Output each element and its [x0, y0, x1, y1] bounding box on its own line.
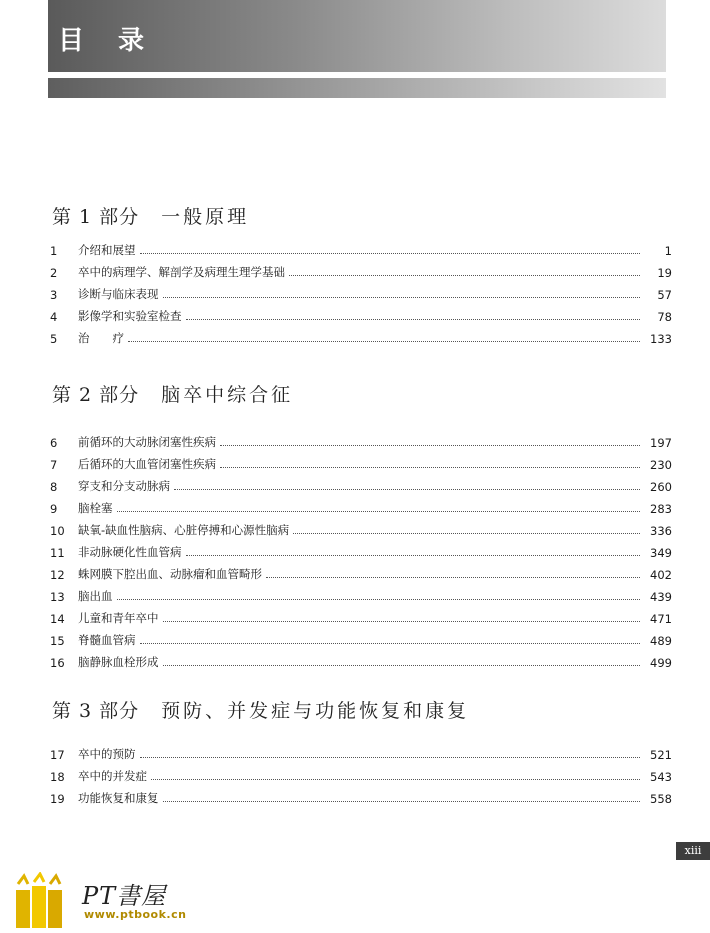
- part-label: 第 1 部分: [52, 206, 140, 228]
- entry-label: 卒中的病理学、解剖学及病理生理学基础: [78, 265, 285, 279]
- site-logo: [12, 872, 212, 929]
- dot-leader: [163, 801, 641, 802]
- entry-page: 402: [650, 568, 672, 582]
- toc-entry[interactable]: [50, 236, 672, 258]
- toc-entry[interactable]: [50, 324, 672, 346]
- entry-page: 521: [650, 748, 672, 762]
- entry-page: 543: [650, 770, 672, 784]
- entry-number: 17: [50, 748, 65, 762]
- entry-label: 诊断与临床表现: [78, 287, 159, 301]
- entry-label: 非动脉硬化性血管病: [78, 545, 182, 559]
- entry-page: 471: [650, 612, 672, 626]
- toc-entry[interactable]: [50, 784, 672, 806]
- entry-number: 12: [50, 568, 65, 582]
- page-title: 目录: [58, 26, 179, 56]
- part-label: 第 2 部分: [52, 384, 140, 406]
- entry-number: 15: [50, 634, 65, 648]
- toc-entry[interactable]: [50, 626, 672, 648]
- toc-entry[interactable]: [50, 258, 672, 280]
- entry-label: 介绍和展望: [78, 243, 136, 257]
- entry-number: 3: [50, 288, 58, 302]
- entry-label: 治 疗: [78, 331, 124, 345]
- part-label: 第 3 部分: [52, 700, 140, 722]
- toc-entry[interactable]: [50, 494, 672, 516]
- entry-number: 13: [50, 590, 65, 604]
- page-number-badge: xiii: [676, 842, 710, 860]
- dot-leader: [220, 467, 640, 468]
- entry-page: 558: [650, 792, 672, 806]
- entry-number: 14: [50, 612, 65, 626]
- dot-leader: [140, 253, 641, 254]
- toc-entry[interactable]: [50, 428, 672, 450]
- part-heading-1: [52, 202, 249, 229]
- dot-leader: [151, 779, 640, 780]
- entry-number: 8: [50, 480, 58, 494]
- dot-leader: [163, 297, 641, 298]
- entry-number: 18: [50, 770, 65, 784]
- toc-entry[interactable]: [50, 302, 672, 324]
- entry-label: 前循环的大动脉闭塞性疾病: [78, 435, 216, 449]
- dot-leader: [220, 445, 640, 446]
- entry-page: 349: [650, 546, 672, 560]
- part-title: 脑卒中综合征: [161, 384, 294, 406]
- toc-entry[interactable]: [50, 740, 672, 762]
- entry-page: 197: [650, 436, 672, 450]
- entry-page: 260: [650, 480, 672, 494]
- dot-leader: [289, 275, 640, 276]
- entry-page: 57: [657, 288, 672, 302]
- entry-label: 脊髓血管病: [78, 633, 136, 647]
- dot-leader: [174, 489, 640, 490]
- toc-entry[interactable]: [50, 280, 672, 302]
- toc-entry[interactable]: [50, 538, 672, 560]
- part-heading-2: [52, 380, 293, 407]
- entry-page: 1: [664, 244, 672, 258]
- entry-label: 脑静脉血栓形成: [78, 655, 159, 669]
- entry-number: 19: [50, 792, 65, 806]
- part-heading-3: [52, 696, 469, 723]
- entry-label: 卒中的预防: [78, 747, 136, 761]
- dot-leader: [266, 577, 640, 578]
- entry-page: 499: [650, 656, 672, 670]
- dot-leader: [163, 621, 641, 622]
- entry-number: 10: [50, 524, 65, 538]
- toc-entry[interactable]: [50, 472, 672, 494]
- entry-page: 230: [650, 458, 672, 472]
- dot-leader: [117, 511, 641, 512]
- entry-page: 336: [650, 524, 672, 538]
- entry-label: 缺氧-缺血性脑病、心脏停搏和心源性脑病: [78, 523, 290, 537]
- entry-label: 蛛网膜下腔出血、动脉瘤和血管畸形: [78, 567, 262, 581]
- entry-number: 11: [50, 546, 65, 560]
- toc-entry[interactable]: [50, 450, 672, 472]
- entry-page: 439: [650, 590, 672, 604]
- entry-page: 19: [657, 266, 672, 280]
- entry-label: 后循环的大血管闭塞性疾病: [78, 457, 216, 471]
- dot-leader: [163, 665, 641, 666]
- entry-label: 脑栓塞: [78, 501, 113, 515]
- entry-number: 9: [50, 502, 58, 516]
- toc-list-part-3: [50, 740, 672, 806]
- dot-leader: [186, 319, 641, 320]
- dot-leader: [140, 757, 641, 758]
- entry-label: 功能恢复和康复: [78, 791, 159, 805]
- entry-label: 穿支和分支动脉病: [78, 479, 170, 493]
- toc-list-part-1: [50, 236, 672, 346]
- dot-leader: [117, 599, 641, 600]
- toc-list-part-2: [50, 428, 672, 670]
- book-stack-icon: [12, 872, 76, 929]
- toc-entry[interactable]: [50, 560, 672, 582]
- toc-entry[interactable]: [50, 648, 672, 670]
- entry-page: 283: [650, 502, 672, 516]
- part-title: 一般原理: [161, 206, 250, 228]
- logo-url[interactable]: www.ptbook.cn: [84, 908, 187, 921]
- entry-label: 儿童和青年卒中: [78, 611, 159, 625]
- entry-label: 脑出血: [78, 589, 113, 603]
- entry-number: 6: [50, 436, 58, 450]
- dot-leader: [186, 555, 641, 556]
- toc-entry[interactable]: [50, 762, 672, 784]
- dot-leader: [293, 533, 640, 534]
- toc-entry[interactable]: [50, 604, 672, 626]
- entry-number: 4: [50, 310, 58, 324]
- entry-page: 133: [650, 332, 672, 346]
- header-stripe: [48, 78, 666, 98]
- entry-label: 影像学和实验室检查: [78, 309, 182, 323]
- toc-entry[interactable]: [50, 582, 672, 604]
- entry-number: 1: [50, 244, 58, 258]
- dot-leader: [128, 341, 640, 342]
- entry-number: 5: [50, 332, 58, 346]
- dot-leader: [140, 643, 641, 644]
- toc-entry[interactable]: [50, 516, 672, 538]
- entry-page: 489: [650, 634, 672, 648]
- part-title: 预防、并发症与功能恢复和康复: [161, 700, 470, 722]
- logo-text: PT書屋: [82, 882, 167, 910]
- entry-page: 78: [657, 310, 672, 324]
- entry-number: 16: [50, 656, 65, 670]
- entry-label: 卒中的并发症: [78, 769, 147, 783]
- entry-number: 2: [50, 266, 58, 280]
- entry-number: 7: [50, 458, 58, 472]
